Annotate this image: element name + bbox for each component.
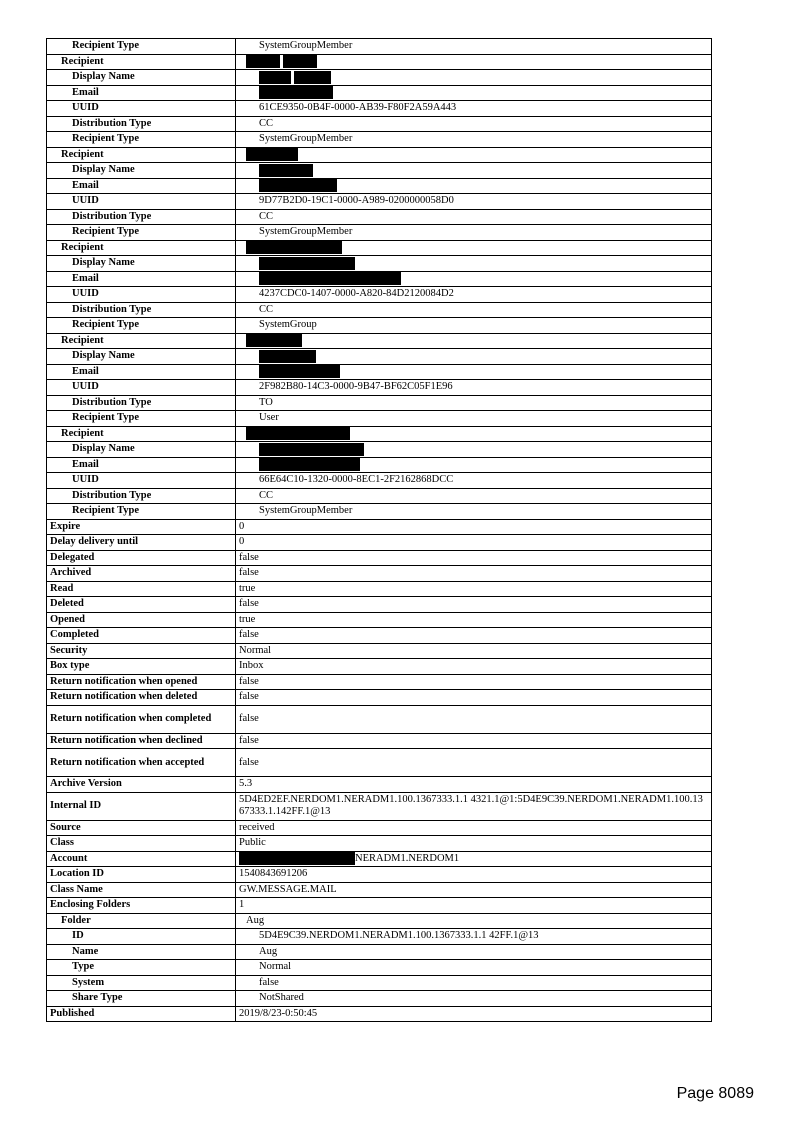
property-value — [236, 581, 712, 597]
property-key: Source — [47, 820, 236, 836]
table-row — [47, 792, 712, 820]
property-key: Distribution Type — [47, 302, 236, 318]
property-value — [236, 550, 712, 566]
property-key: Return notification when completed — [47, 705, 236, 733]
property-key: System — [47, 975, 236, 991]
property-key: Read — [47, 581, 236, 597]
table-row — [47, 380, 712, 396]
property-value — [236, 488, 712, 504]
redaction-bar — [283, 55, 317, 68]
property-value — [236, 442, 712, 458]
property-value — [236, 836, 712, 852]
table-row — [47, 612, 712, 628]
redaction-bar — [239, 852, 355, 865]
property-value — [236, 101, 712, 117]
table-row — [47, 101, 712, 117]
property-key: Return notification when opened — [47, 674, 236, 690]
table-row — [47, 256, 712, 272]
property-value — [236, 535, 712, 551]
property-value — [236, 566, 712, 582]
table-row — [47, 929, 712, 945]
property-key: Email — [47, 271, 236, 287]
property-value-text: SystemGroup — [259, 319, 317, 331]
property-value-text: false — [239, 629, 259, 641]
property-value-text: SystemGroupMember — [259, 226, 353, 238]
table-row — [47, 333, 712, 349]
property-value — [236, 302, 712, 318]
property-key: UUID — [47, 380, 236, 396]
property-value — [236, 913, 712, 929]
property-key: Email — [47, 457, 236, 473]
property-value — [236, 504, 712, 520]
redaction-bar — [259, 71, 291, 84]
table-row — [47, 628, 712, 644]
property-key: Recipient Type — [47, 318, 236, 334]
property-value — [236, 39, 712, 55]
property-value — [236, 256, 712, 272]
property-value — [236, 271, 712, 287]
property-key: Type — [47, 960, 236, 976]
property-value-text: received — [239, 821, 275, 833]
table-row — [47, 975, 712, 991]
table-row — [47, 70, 712, 86]
property-value — [236, 882, 712, 898]
property-key: Class Name — [47, 882, 236, 898]
property-value-text: 66E64C10-1320-0000-8EC1-2F2162868DCC — [259, 474, 454, 486]
redaction-bar — [246, 334, 302, 347]
page-number: Page 8089 — [676, 1085, 754, 1102]
table-row — [47, 581, 712, 597]
property-value — [236, 209, 712, 225]
property-key: Display Name — [47, 70, 236, 86]
property-key: Delay delivery until — [47, 535, 236, 551]
table-row — [47, 411, 712, 427]
property-value-text: true — [239, 613, 256, 625]
property-key: Email — [47, 178, 236, 194]
table-row — [47, 690, 712, 706]
property-value — [236, 287, 712, 303]
property-value-text: false — [239, 675, 259, 687]
property-value-text: false — [239, 734, 259, 746]
property-value-text: CC — [259, 117, 274, 129]
table-row — [47, 851, 712, 867]
property-key: Email — [47, 85, 236, 101]
property-value-text: false — [239, 551, 259, 563]
property-value-text: Public — [239, 837, 266, 849]
redaction-bar — [259, 164, 313, 177]
property-value — [236, 867, 712, 883]
table-row — [47, 820, 712, 836]
property-value — [236, 349, 712, 365]
redaction-bar — [259, 86, 333, 99]
table-row — [47, 442, 712, 458]
property-value-text: false — [239, 713, 259, 724]
properties-table-body — [47, 39, 712, 1022]
table-row — [47, 178, 712, 194]
property-value — [236, 147, 712, 163]
table-row — [47, 147, 712, 163]
property-value — [236, 473, 712, 489]
property-value-text: CC — [259, 303, 274, 315]
table-row — [47, 882, 712, 898]
property-key: Return notification when accepted — [47, 749, 236, 777]
property-value-text: 4237CDC0-1407-0000-A820-84D2120084D2 — [259, 288, 454, 300]
table-row — [47, 777, 712, 793]
property-value — [236, 395, 712, 411]
property-key: Box type — [47, 659, 236, 675]
table-row — [47, 674, 712, 690]
table-row — [47, 318, 712, 334]
table-row — [47, 395, 712, 411]
property-key: Security — [47, 643, 236, 659]
table-row — [47, 659, 712, 675]
property-key: Distribution Type — [47, 209, 236, 225]
property-key: Recipient Type — [47, 132, 236, 148]
property-value — [236, 85, 712, 101]
property-key: Folder — [47, 913, 236, 929]
property-value-text: SystemGroupMember — [259, 40, 353, 52]
table-row — [47, 960, 712, 976]
property-key: Archive Version — [47, 777, 236, 793]
property-key: Account — [47, 851, 236, 867]
table-row — [47, 209, 712, 225]
property-value — [236, 70, 712, 86]
property-value — [236, 240, 712, 256]
property-value — [236, 643, 712, 659]
redaction-bar — [259, 458, 360, 471]
property-value-text: CC — [259, 489, 274, 501]
property-value-text: 2F982B80-14C3-0000-9B47-BF62C05F1E96 — [259, 381, 453, 393]
redaction-bar — [246, 427, 350, 440]
property-value — [236, 54, 712, 70]
table-row — [47, 836, 712, 852]
property-key: UUID — [47, 473, 236, 489]
redaction-bar — [259, 365, 340, 378]
property-key: Email — [47, 364, 236, 380]
table-row — [47, 550, 712, 566]
table-row — [47, 705, 712, 733]
redaction-bar — [246, 148, 298, 161]
property-value — [236, 674, 712, 690]
property-value — [236, 132, 712, 148]
property-value-text: NERADM1.NERDOM1 — [355, 853, 460, 865]
table-row — [47, 457, 712, 473]
property-value — [236, 318, 712, 334]
property-key: UUID — [47, 194, 236, 210]
property-key: Archived — [47, 566, 236, 582]
table-row — [47, 944, 712, 960]
property-value — [236, 733, 712, 749]
table-row — [47, 733, 712, 749]
property-key: Location ID — [47, 867, 236, 883]
property-value — [236, 194, 712, 210]
property-key: Share Type — [47, 991, 236, 1007]
property-value-text: NotShared — [259, 992, 304, 1004]
table-row — [47, 488, 712, 504]
property-key: Internal ID — [47, 792, 236, 820]
property-value-text: true — [239, 582, 256, 594]
property-value — [236, 1006, 712, 1022]
property-key: ID — [47, 929, 236, 945]
property-value — [236, 820, 712, 836]
property-value — [236, 898, 712, 914]
property-value-text: User — [259, 412, 279, 424]
property-key: Distribution Type — [47, 116, 236, 132]
property-value-text: 1540843691206 — [239, 868, 308, 880]
properties-table — [46, 38, 712, 1022]
table-row — [47, 519, 712, 535]
table-row — [47, 504, 712, 520]
property-key: Recipient — [47, 333, 236, 349]
property-value-text: Aug — [246, 914, 265, 926]
property-key: UUID — [47, 287, 236, 303]
table-row — [47, 898, 712, 914]
table-row — [47, 132, 712, 148]
table-row — [47, 85, 712, 101]
property-value-text: 0 — [239, 536, 245, 548]
property-value-text: 1 — [239, 899, 245, 911]
property-value-text: SystemGroupMember — [259, 505, 353, 517]
redaction-bar — [259, 272, 401, 285]
table-row — [47, 991, 712, 1007]
property-value — [236, 116, 712, 132]
property-value-text: GW.MESSAGE.MAIL — [239, 883, 337, 895]
property-key: Recipient — [47, 54, 236, 70]
property-value — [236, 777, 712, 793]
property-key: Recipient Type — [47, 225, 236, 241]
redaction-bar — [259, 443, 364, 456]
table-row — [47, 194, 712, 210]
property-value — [236, 612, 712, 628]
table-row — [47, 271, 712, 287]
property-value — [236, 628, 712, 644]
property-value — [236, 944, 712, 960]
property-value — [236, 851, 712, 867]
property-value — [236, 991, 712, 1007]
table-row — [47, 867, 712, 883]
property-key: Deleted — [47, 597, 236, 613]
property-value — [236, 659, 712, 675]
property-value-text: TO — [259, 396, 273, 408]
property-value — [236, 225, 712, 241]
property-value-text: CC — [259, 210, 274, 222]
property-value — [236, 597, 712, 613]
property-key: Display Name — [47, 163, 236, 179]
property-value-text: 2019/8/23-0:50:45 — [239, 1007, 318, 1019]
table-row — [47, 749, 712, 777]
table-row — [47, 54, 712, 70]
table-row — [47, 225, 712, 241]
property-key: Return notification when deleted — [47, 690, 236, 706]
property-value-text: SystemGroupMember — [259, 133, 353, 145]
property-key: Opened — [47, 612, 236, 628]
property-value-text: false — [259, 976, 279, 988]
property-value-text: false — [239, 756, 259, 768]
property-value — [236, 960, 712, 976]
property-key: Published — [47, 1006, 236, 1022]
property-value — [236, 163, 712, 179]
property-key: Recipient — [47, 147, 236, 163]
property-key: Distribution Type — [47, 395, 236, 411]
table-row — [47, 302, 712, 318]
table-row — [47, 1006, 712, 1022]
property-key: Expire — [47, 519, 236, 535]
table-row — [47, 426, 712, 442]
property-key: Recipient Type — [47, 504, 236, 520]
table-row — [47, 643, 712, 659]
table-row — [47, 535, 712, 551]
property-value-text: false — [239, 567, 259, 579]
redaction-bar — [246, 241, 342, 254]
property-value — [236, 749, 712, 777]
property-value-text: false — [239, 598, 259, 610]
table-row — [47, 240, 712, 256]
redaction-bar — [259, 350, 316, 363]
property-value — [236, 457, 712, 473]
property-value — [236, 975, 712, 991]
redaction-bar — [246, 55, 280, 68]
redaction-bar — [259, 179, 337, 192]
property-key: Display Name — [47, 442, 236, 458]
property-value-text: 61CE9350-0B4F-0000-AB39-F80F2A59A443 — [259, 102, 457, 114]
property-value-text: Inbox — [239, 660, 264, 672]
property-key: Recipient — [47, 240, 236, 256]
property-key: Completed — [47, 628, 236, 644]
property-value — [236, 178, 712, 194]
table-row — [47, 364, 712, 380]
property-key: Name — [47, 944, 236, 960]
property-value — [236, 519, 712, 535]
property-key: Recipient Type — [47, 39, 236, 55]
property-value — [236, 411, 712, 427]
table-row — [47, 473, 712, 489]
property-value — [236, 426, 712, 442]
table-row — [47, 597, 712, 613]
property-value-text: false — [239, 691, 259, 703]
property-key: Display Name — [47, 256, 236, 272]
property-key: UUID — [47, 101, 236, 117]
property-key: Display Name — [47, 349, 236, 365]
property-key: Recipient — [47, 426, 236, 442]
property-key: Distribution Type — [47, 488, 236, 504]
table-row — [47, 163, 712, 179]
property-key: Recipient Type — [47, 411, 236, 427]
property-value — [236, 929, 712, 945]
table-row — [47, 39, 712, 55]
property-value — [236, 792, 712, 820]
property-key: Return notification when declined — [47, 733, 236, 749]
redaction-bar — [294, 71, 331, 84]
table-row — [47, 287, 712, 303]
property-value-text: 5.3 — [239, 778, 253, 790]
property-value-text: Aug — [259, 945, 278, 957]
table-row — [47, 349, 712, 365]
table-row — [47, 566, 712, 582]
table-row — [47, 116, 712, 132]
property-value-text: 5D4E9C39.NERDOM1.NERADM1.100.1367333.1.1 42FF.1@13 — [259, 930, 539, 942]
property-value — [236, 380, 712, 396]
redaction-bar — [259, 257, 355, 270]
property-value-text: 9D77B2D0-19C1-0000-A989-0200000058D0 — [259, 195, 454, 207]
property-key: Class — [47, 836, 236, 852]
property-value — [236, 705, 712, 733]
property-value — [236, 333, 712, 349]
property-key: Enclosing Folders — [47, 898, 236, 914]
property-value-text: Normal — [239, 644, 272, 656]
property-value-text: 0 — [239, 520, 245, 532]
property-key: Delegated — [47, 550, 236, 566]
property-value-text: 5D4ED2EF.NERDOM1.NERADM1.100.1367333.1.1 4321.1@1:5D4E9C39.NERDOM1.NERADM1.100.13 67333.1.142FF.1@13 — [239, 794, 703, 817]
property-value — [236, 690, 712, 706]
property-value-text: Normal — [259, 961, 292, 973]
property-value — [236, 364, 712, 380]
table-row — [47, 913, 712, 929]
